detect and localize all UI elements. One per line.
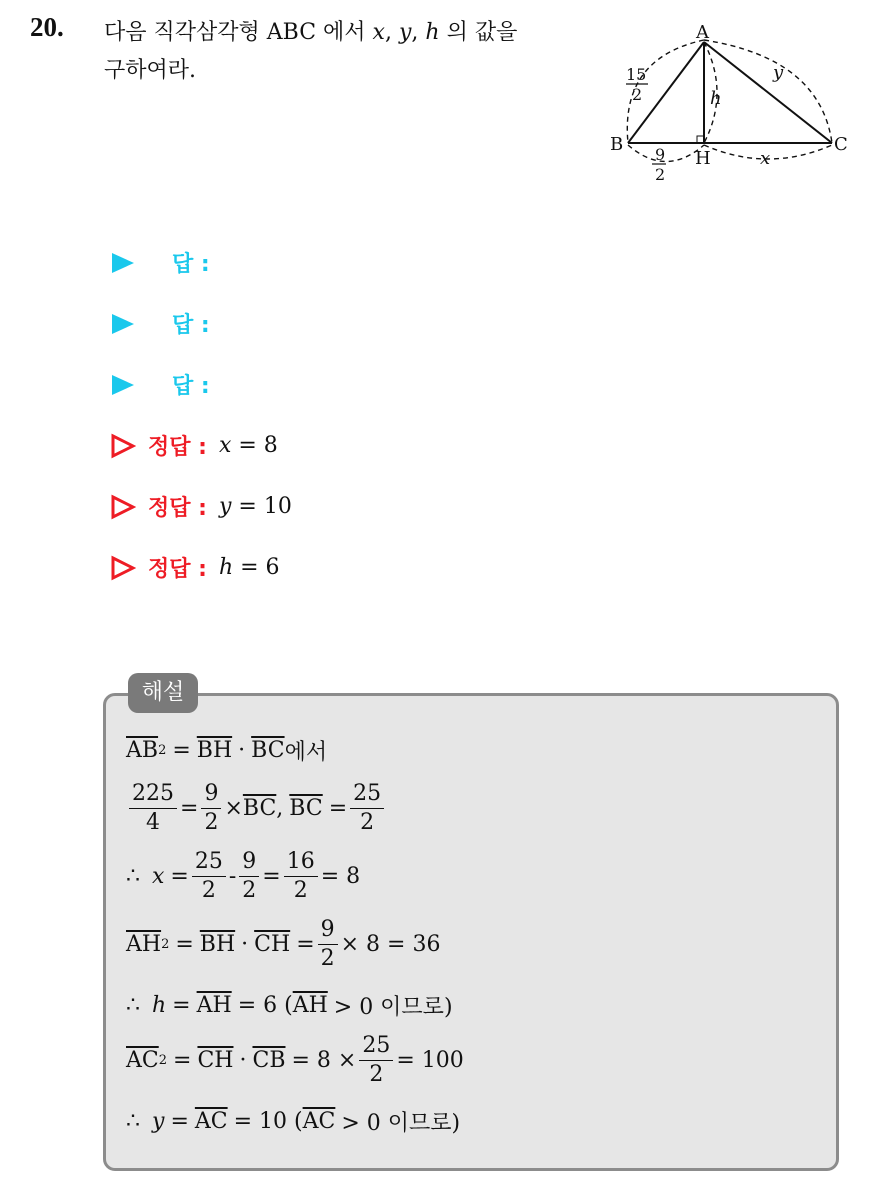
explanation-tab: 해설 xyxy=(128,673,198,713)
label-x: x xyxy=(760,148,771,169)
label-h: H xyxy=(695,148,711,169)
answer-label: 답 : xyxy=(172,313,210,338)
outline-triangle-icon xyxy=(110,494,136,520)
explanation-line-4: $\overline{AH}$ 2 = $\overline{BH}$ · $\overline{CH}$ = $\frac{9}{2}$ × 8 = 36 xyxy=(126,917,441,971)
question-line-1: 다음 직각삼각형 ABC 에서 x, y, h 의 값을 xyxy=(104,20,518,45)
arc-bh xyxy=(628,145,704,162)
label-ab-den: 2 xyxy=(632,85,643,104)
label-b: B xyxy=(610,134,624,155)
explanation-line-5: ∴ h = $\overline{AH}$ = 6 ( $\overline{AH}$ > 0 이므로) xyxy=(126,993,453,1020)
label-h-italic: h xyxy=(710,88,722,109)
triangle-figure xyxy=(600,18,870,193)
explanation-line-1: $\overline{AB}$ 2 = $\overline{BH}$ · $\overline{BC}$ 에서 xyxy=(126,738,328,765)
correct-answer-y xyxy=(110,476,292,537)
right-angle-mark xyxy=(697,136,704,143)
label-y: y xyxy=(773,62,784,83)
answer-section xyxy=(110,232,292,598)
correct-label: 정답 : xyxy=(148,435,207,460)
play-triangle-icon xyxy=(110,250,136,276)
correct-answer-h xyxy=(110,537,292,598)
play-triangle-icon xyxy=(110,311,136,337)
question-text xyxy=(104,14,604,90)
side-ac xyxy=(704,42,832,143)
explanation-line-7: ∴ y = $\overline{AC}$ = 10 ( $\overline{AC}$ > 0 이므로) xyxy=(126,1109,461,1136)
question-number: 20. xyxy=(30,12,64,42)
outline-triangle-icon xyxy=(110,555,136,581)
answer-blank-1 xyxy=(110,232,292,293)
question-line-2: 구하여라. xyxy=(104,58,197,83)
label-c: C xyxy=(834,134,848,155)
answer-blank-2 xyxy=(110,293,292,354)
play-triangle-icon xyxy=(110,372,136,398)
correct-value-h: h = 6 xyxy=(218,555,280,580)
outline-triangle-icon xyxy=(110,433,136,459)
explanation-line-6: $\overline{AC}$ 2 = $\overline{CH}$ · $\overline{CB}$ = 8 × $\frac{25}{2}$ = 100 xyxy=(126,1033,464,1087)
label-a: A xyxy=(696,22,709,43)
correct-value-y: y = 10 xyxy=(218,494,292,519)
correct-label: 정답 : xyxy=(148,496,207,521)
answer-label: 답 : xyxy=(172,374,210,399)
answer-label: 답 : xyxy=(172,252,210,277)
correct-label: 정답 : xyxy=(148,557,207,582)
correct-value-x: x = 8 xyxy=(218,433,278,458)
label-bh-den: 2 xyxy=(655,165,666,184)
label-bh-num: 9 xyxy=(655,145,666,164)
answer-blank-3 xyxy=(110,354,292,415)
explanation-line-2: $\frac{225}{4}$ = $\frac{9}{2}$ × $\overline{BC}$ , $\overline{BC}$ = $\frac{25}{2}$ xyxy=(126,780,387,837)
explanation-line-3: ∴ x = $\frac{25}{2}$ - $\frac{9}{2}$ = $\frac{16}{2}$ = 8 xyxy=(126,849,361,903)
label-ab-num: 15 xyxy=(626,65,647,84)
correct-answer-x xyxy=(110,415,292,476)
